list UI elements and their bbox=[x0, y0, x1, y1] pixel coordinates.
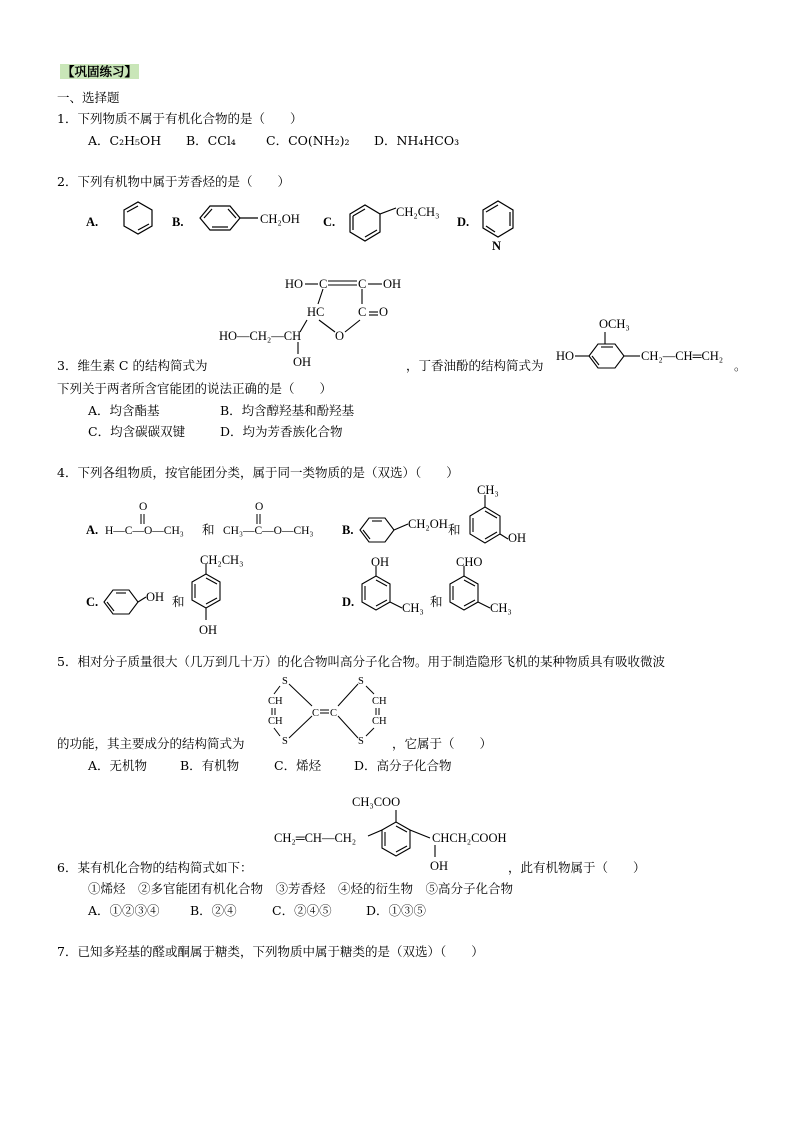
q2-d-atom: N bbox=[492, 239, 502, 253]
q3-option-c: C．均含碳碳双键 bbox=[88, 424, 186, 439]
eugenol-ho: HO bbox=[556, 349, 575, 363]
q4-a-right: CH₃—C—O—CH₃ bbox=[223, 525, 314, 537]
vc-c-carbonyl: C bbox=[358, 305, 367, 319]
q3-option-a: A．均含酯基 bbox=[88, 403, 160, 418]
vc-c-left: C bbox=[319, 277, 328, 291]
q2-label-d: D. bbox=[457, 215, 470, 229]
q5-s2: S bbox=[282, 736, 288, 747]
q6-stem-b: ，此有机物属于（ ） bbox=[508, 860, 646, 875]
q5-option-a: A．无机物 bbox=[88, 758, 148, 773]
q5-ch1: CH bbox=[268, 696, 283, 707]
vc-hc: HC bbox=[307, 305, 325, 319]
vc-side-chain: HO—CH₂—CH bbox=[219, 329, 302, 343]
q4-d-ch3b: CH₃ bbox=[490, 601, 512, 615]
q2-structures bbox=[80, 196, 540, 256]
q4-b-and: 和 bbox=[448, 523, 461, 537]
section-heading: 一、选择题 bbox=[57, 90, 120, 105]
q4-structures bbox=[80, 484, 560, 644]
q6-structure bbox=[270, 790, 530, 876]
q4-d-ch3a: CH₃ bbox=[402, 601, 424, 615]
cyclohexadiene-structure bbox=[124, 202, 152, 234]
q5-s4: S bbox=[358, 736, 364, 747]
q2-stem: 2．下列有机物中属于芳香烃的是（ ） bbox=[57, 174, 290, 189]
q4-d-and: 和 bbox=[430, 595, 443, 609]
vc-o-ring: O bbox=[335, 329, 345, 343]
q5-c1: C bbox=[312, 708, 320, 719]
q6-allyl: CH₂═CH—CH₂ bbox=[274, 831, 357, 845]
q1-option-d: D．NH₄HCO₃ bbox=[374, 133, 460, 148]
q6-option-b: B．②④ bbox=[190, 903, 237, 918]
vc-oh2: OH bbox=[293, 355, 312, 369]
q1-option-b: B．CCl₄ bbox=[186, 133, 236, 148]
pyridine-ring bbox=[483, 201, 513, 237]
vc-o-carbonyl: O bbox=[379, 305, 389, 319]
q6-stem-a: 6．某有机化合物的结构简式如下： bbox=[57, 860, 253, 875]
vc-ho1: HO bbox=[285, 277, 304, 291]
q4-stem: 4．下列各组物质，按官能团分类，属于同一类物质的是（双选）（ ） bbox=[57, 465, 459, 480]
q1-option-c: C．CO(NH₂)₂ bbox=[266, 133, 350, 148]
q4-d-oh: OH bbox=[371, 555, 390, 569]
q3-option-d: D．均为芳香族化合物 bbox=[220, 424, 343, 439]
q4-label-d: D. bbox=[342, 595, 355, 609]
q5-option-b: B．有机物 bbox=[180, 758, 240, 773]
q6-option-d: D．①③⑤ bbox=[366, 903, 427, 918]
q5-line2a: 的功能，其主要成分的结构简式为 bbox=[57, 736, 245, 751]
q4-a-o2: O bbox=[255, 501, 264, 513]
q4-d-cho: CHO bbox=[456, 555, 483, 569]
q2-b-group: CH₂OH bbox=[260, 212, 300, 226]
q5-line2b: ，它属于（ ） bbox=[392, 736, 493, 751]
ethylbenzene-ring bbox=[350, 205, 396, 241]
q4-a-and: 和 bbox=[202, 523, 215, 537]
q5-structure bbox=[262, 672, 402, 752]
q5-stem: 5．相对分子质量很大（几万到几十万）的化合物叫高分子化合物。用于制造隐形飞机的某种物质具有吸收微波 bbox=[57, 654, 665, 669]
q2-c-group: CH₂CH₃ bbox=[396, 205, 440, 219]
q6-items: ①烯烃 ②多官能团有机化合物 ③芳香烃 ④烃的衍生物 ⑤高分子化合物 bbox=[88, 881, 514, 896]
q4-a-o1: O bbox=[139, 501, 148, 513]
q5-s3: S bbox=[358, 676, 364, 687]
q2-label-a: A. bbox=[86, 215, 99, 229]
q3-stem-a: 3．维生素 C 的结构简式为 bbox=[57, 358, 208, 373]
q3-stem-b: ，丁香油酚的结构简式为 bbox=[406, 358, 544, 373]
q2-label-c: C. bbox=[323, 215, 336, 229]
q4-c-oh2: OH bbox=[199, 623, 218, 637]
q4-a-left: H—C—O—CH₃ bbox=[105, 525, 184, 537]
q5-s1: S bbox=[282, 676, 288, 687]
q4-b-group: CH₂OH bbox=[408, 517, 448, 531]
q4-label-c: C. bbox=[86, 595, 99, 609]
q4-b-oh: OH bbox=[508, 531, 527, 545]
q5-c2: C bbox=[330, 708, 338, 719]
vc-oh1: OH bbox=[383, 277, 402, 291]
q5-option-d: D．高分子化合物 bbox=[354, 758, 452, 773]
q1-option-a: A．C₂H₅OH bbox=[88, 133, 162, 148]
vitamin-c-structure bbox=[215, 270, 415, 374]
q3-option-b: B．均含醇羟基和酚羟基 bbox=[220, 403, 355, 418]
q4-c-oh: OH bbox=[146, 590, 165, 604]
q6-oh: OH bbox=[430, 859, 449, 873]
q5-ch4: CH bbox=[372, 716, 387, 727]
q3-line2: 下列关于两者所含官能团的说法正确的是（ ） bbox=[57, 381, 333, 396]
vc-c-right: C bbox=[358, 277, 367, 291]
q6-chain: CHCH₂COOH bbox=[432, 831, 507, 845]
q4-c-and: 和 bbox=[172, 595, 185, 609]
section-title: 【巩固练习】 bbox=[62, 64, 138, 79]
q5-option-c: C．烯烃 bbox=[274, 758, 322, 773]
q4-b-ch3: CH₃ bbox=[477, 484, 499, 497]
q5-ch2: CH bbox=[268, 716, 283, 727]
eugenol-structure bbox=[553, 312, 753, 372]
q6-acetoxy: CH₃COO bbox=[352, 795, 401, 809]
q1-stem: 1．下列物质不属于有机化合物的是（ ） bbox=[57, 111, 303, 126]
q4-label-b: B. bbox=[342, 523, 354, 537]
q7-stem: 7．已知多羟基的醛或酮属于糖类，下列物质中属于糖类的是（双选）（ ） bbox=[57, 944, 484, 959]
q4-label-a: A. bbox=[86, 523, 99, 537]
eugenol-chain: CH₂—CH═CH₂ bbox=[641, 349, 724, 363]
q6-option-a: A．①②③④ bbox=[88, 903, 160, 918]
q5-ch3: CH bbox=[372, 696, 387, 707]
q4-c-ethyl: CH₂CH₃ bbox=[200, 553, 244, 567]
q3-stem-c: 。 bbox=[734, 358, 747, 373]
benzyl-alcohol-ring bbox=[200, 206, 258, 230]
eugenol-och3: OCH₃ bbox=[599, 317, 630, 331]
q6-option-c: C．②④⑤ bbox=[272, 903, 332, 918]
q2-label-b: B. bbox=[172, 215, 184, 229]
